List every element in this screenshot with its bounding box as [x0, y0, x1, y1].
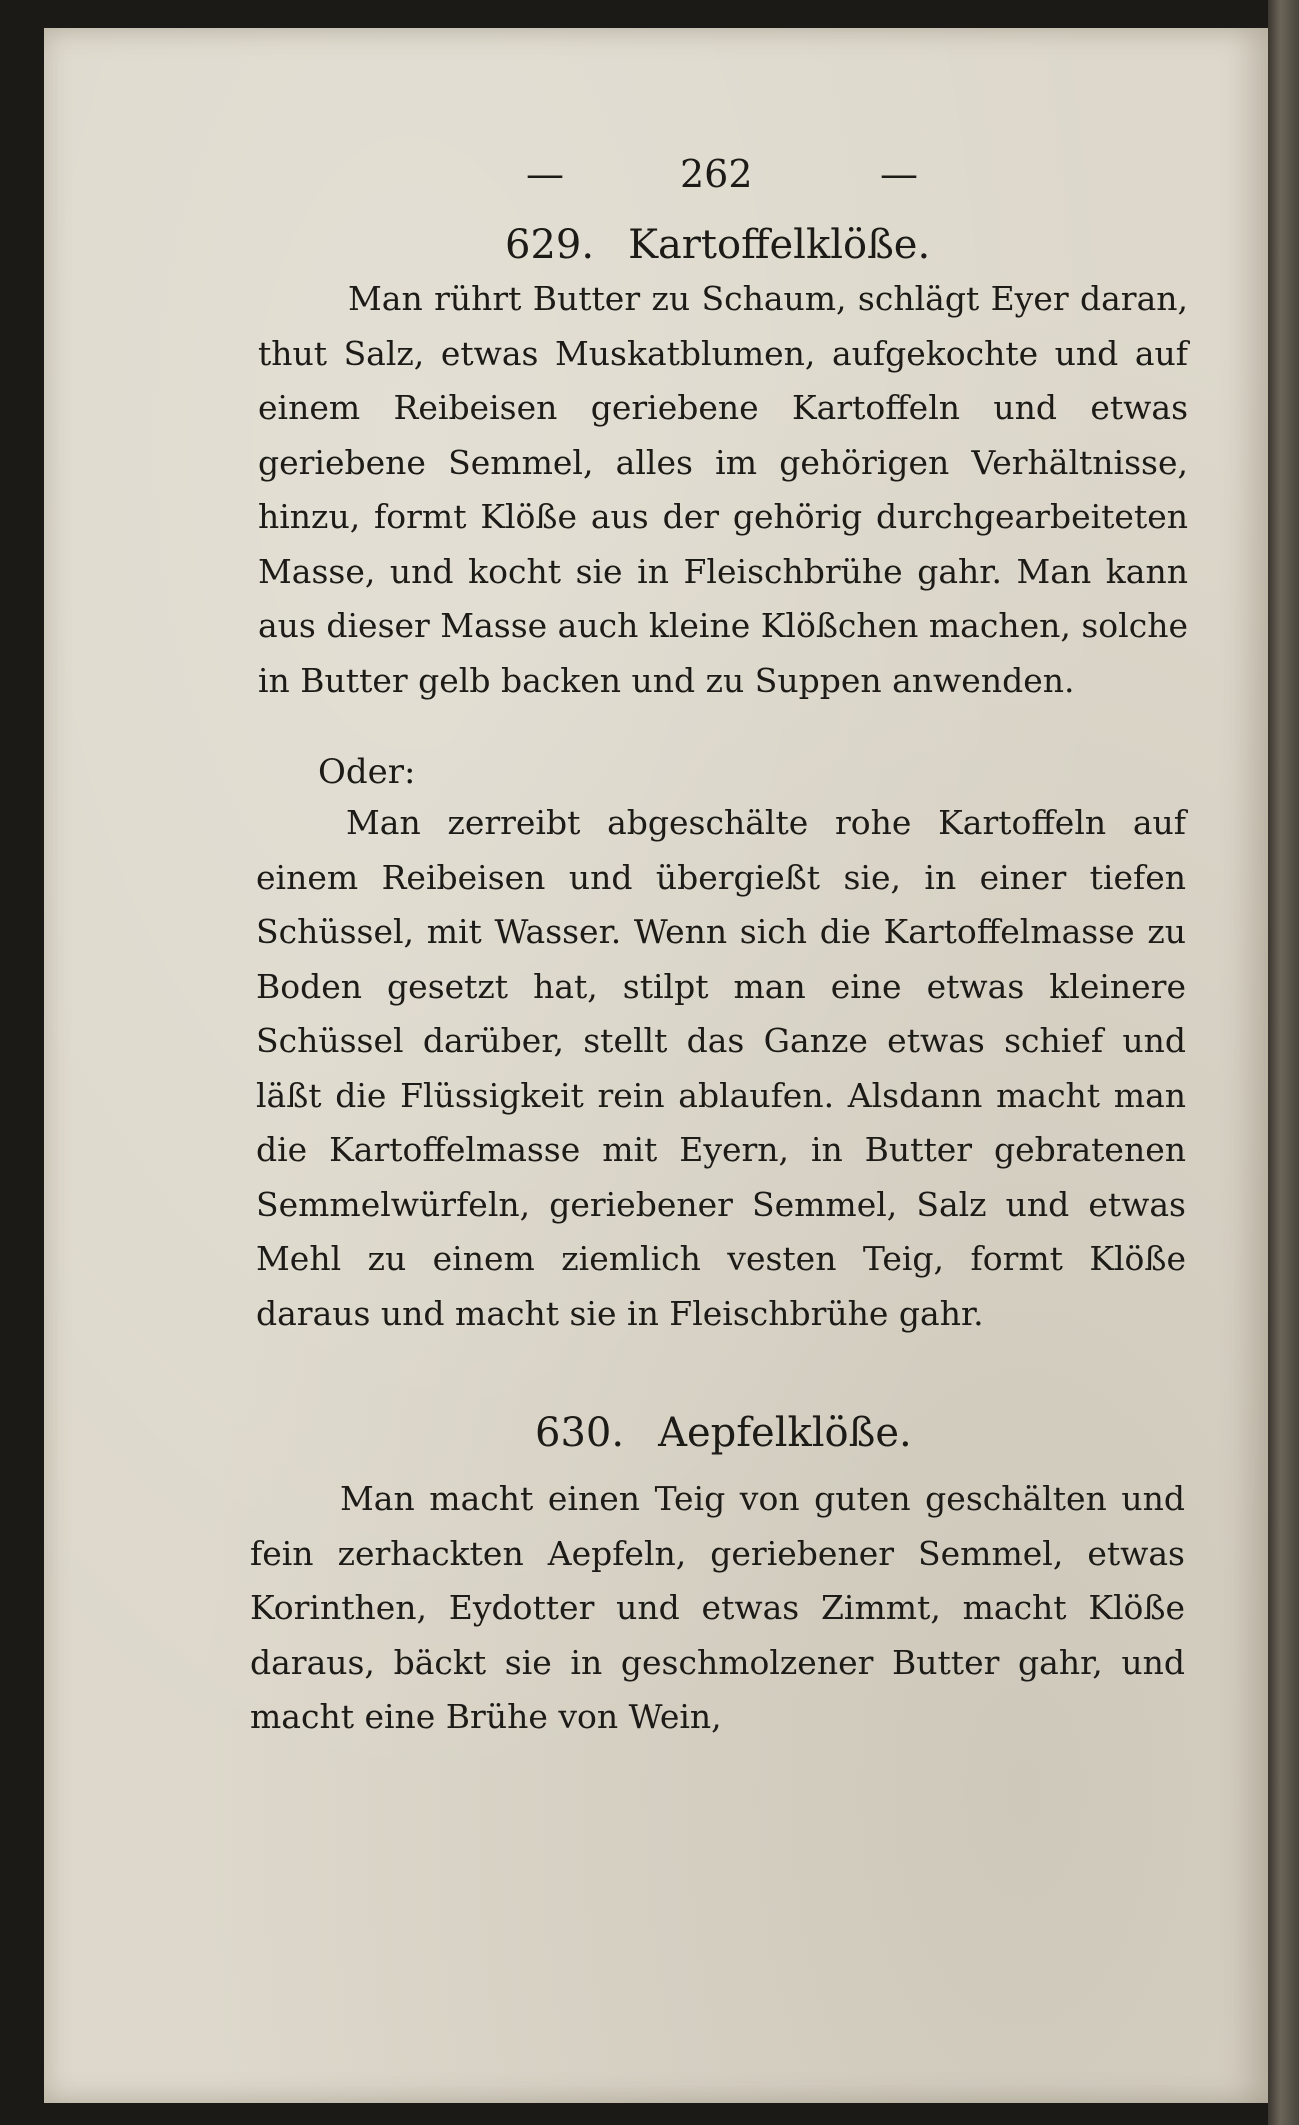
running-header	[250, 152, 1190, 212]
recipe-630-number: 630.	[535, 1410, 625, 1456]
recipe-629-oder: Oder:	[318, 752, 416, 792]
header-dash-right: —	[880, 152, 918, 196]
recipe-630-paragraph-1	[250, 1472, 1185, 1745]
recipe-629-paragraph-2	[256, 796, 1186, 1341]
recipe-630-title: Aepfelklöße.	[658, 1410, 912, 1456]
recipe-629-heading	[505, 222, 930, 268]
recipe-630-paragraph-1-text: Man macht einen Teig von guten geschälten und fein zerhackten Aepfeln, geriebener Semmel, etwas Korinthen, Eydotter und etwas Zimmt, macht Klöße daraus, bäckt sie in geschmolzener Butter gahr, und macht eine Brühe von Wein,	[250, 1479, 1185, 1736]
recipe-629-paragraph-1-text: Man rührt Butter zu Schaum, schlägt Eyer daran, thut Salz, etwas Muskatblumen, aufgekochte und auf einem Reibeisen geriebene Kartoffeln und etwas geriebene Semmel, alles im gehörigen Verhältnisse, hinzu, formt Klöße aus der gehörig durchgearbeiteten Masse, und kocht sie in Fleischbrühe gahr. Man kann aus dieser Masse auch kleine Klößchen machen, solche in Butter gelb backen und zu Suppen anwenden.	[258, 279, 1188, 700]
header-dash-left: —	[526, 152, 564, 196]
recipe-629-paragraph-1	[258, 272, 1188, 708]
recipe-630-heading	[535, 1410, 912, 1456]
recipe-629-title: Kartoffelklöße.	[628, 222, 931, 268]
recipe-629-paragraph-2-text: Man zerreibt abgeschälte rohe Kartoffeln auf einem Reibeisen und übergießt sie, in einer tiefen Schüssel, mit Wasser. Wenn sich die Kartoffelmasse zu Boden gesetzt hat, stilpt man eine etwas kleinere Schüssel darüber, stellt das Ganze etwas schief und läßt die Flüssigkeit rein ablaufen. Alsdann macht man die Kartoffelmasse mit Eyern, in Butter gebratenen Semmelwürfeln, geriebener Semmel, Salz und etwas Mehl zu einem ziemlich vesten Teig, formt Klöße daraus und macht sie in Fleischbrühe gahr.	[256, 803, 1186, 1333]
page-edge	[1268, 0, 1299, 2125]
recipe-629-number: 629.	[505, 222, 595, 268]
page-number: 262	[680, 152, 753, 196]
